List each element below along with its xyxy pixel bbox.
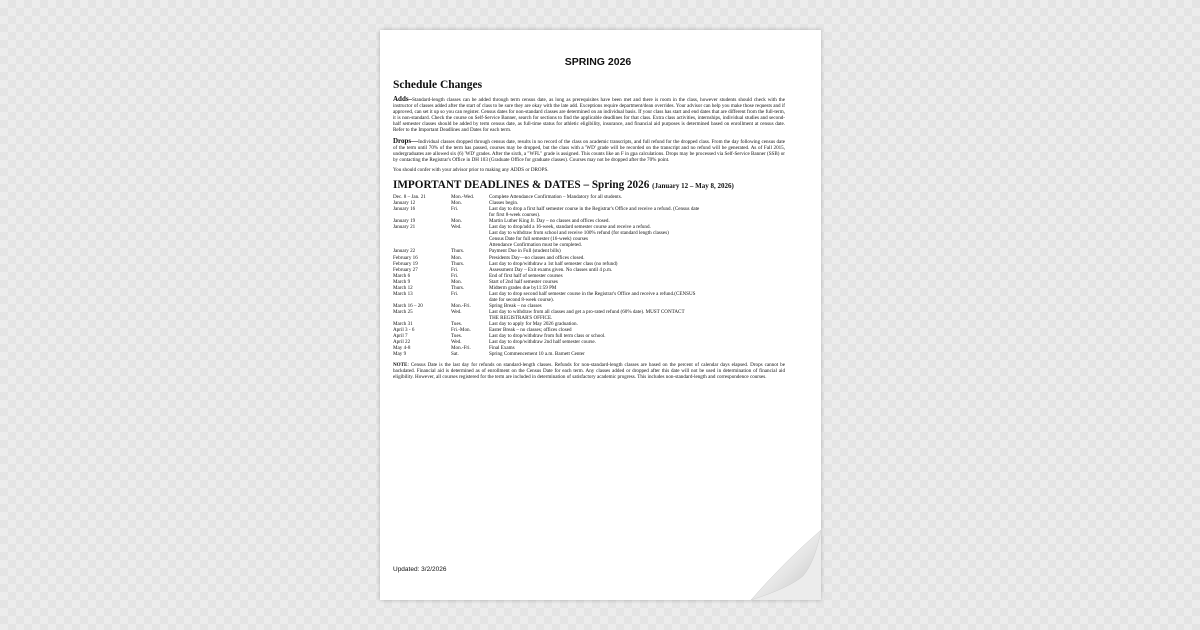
deadline-date: January 16: [393, 206, 416, 213]
deadline-day: Sat.: [451, 351, 459, 358]
note-paragraph: [393, 362, 785, 380]
deadline-day: Mon.: [451, 218, 462, 225]
adds-lead: Adds–: [393, 95, 413, 103]
deadline-date: Dec. 8 – Jan. 21: [393, 194, 426, 201]
deadline-line: Last day to drop/withdraw 2nd half semester course.: [489, 339, 596, 346]
deadline-day: Thurs.: [451, 284, 465, 291]
updated-date: Updated: 3/2/2026: [393, 566, 447, 573]
deadline-line: Last day to apply for May 2026 graduation.: [489, 321, 578, 328]
deadline-description: [489, 206, 785, 218]
deadline-line: Final Exams: [489, 345, 515, 352]
deadline-line: Spring Break – no classes: [489, 302, 542, 309]
deadline-line: Assessment Day – Exit exams given. No classes until 4 p.m.: [489, 266, 613, 273]
deadline-line: Martin Luther King Jr. Day – no classes and offices closed.: [489, 218, 610, 225]
deadline-date: January 22: [393, 248, 416, 255]
drops-text: Individual classes dropped through census date, results in no record of the class on academic transcripts, and full refund for the dropped class. From the day following census date of the term until 70% of the term has passed, courses may be dropped, but the class with a 'WD' grade will be recorded on the transcript and no refund will be generated. As of Fall 2015, undergraduates are allowed six (6) 'WD' grades. After the sixth, a "WFL" grade is assigned. This counts like an F in gpa calculations. Drops may be processed via Self-Service Banner (SSB) or by contacting the Registrar's Office in DH 103 (Graduate Office for graduate classes). Courses may not be dropped after the 70% point.: [393, 138, 785, 163]
deadline-line: Payment Due in Full (student bills): [489, 248, 561, 255]
deadline-line: Census Date for full semester (16-week) courses: [489, 236, 589, 243]
deadline-line: Last day to drop/add a 16-week, standard semester course and receive a refund.: [489, 224, 651, 231]
deadlines-heading: [393, 179, 785, 191]
deadline-line: for first 8-week courses).: [489, 212, 541, 219]
deadline-date: March 13: [393, 290, 413, 297]
deadline-date: February 16: [393, 254, 418, 261]
deadline-day: Fri.: [451, 266, 459, 273]
deadline-date: January 19: [393, 218, 416, 225]
deadline-day: Fri.: [451, 272, 459, 279]
deadline-day: Mon.: [451, 278, 462, 285]
deadline-line: Last day to drop second half semester course in the Registrar's Office and receive a refund.(CENSUS: [489, 290, 696, 297]
deadline-line: Start of 2nd half semester courses: [489, 278, 558, 285]
drops-lead: Drops—: [393, 136, 419, 145]
deadline-line: THE REGISTRAR'S OFFICE.: [489, 314, 553, 321]
document-content: [393, 56, 785, 381]
deadline-day: Fri.: [451, 290, 459, 297]
deadline-description: [489, 291, 785, 303]
deadline-description: [489, 309, 785, 321]
deadline-row: [393, 224, 785, 248]
deadlines-range: (January 12 – May 8, 2026): [652, 182, 734, 191]
deadline-day: Wed.: [451, 224, 462, 231]
deadline-day: Fri.: [451, 206, 459, 213]
deadline-date: March 9: [393, 278, 411, 285]
deadline-line: Last day to drop a first half semester course in the Registrar's Office and receive a refund. (Census date: [489, 206, 700, 213]
deadline-day: Mon.-Fri.: [451, 345, 471, 352]
deadline-line: Last day to withdraw from all classes and get a pro-rated refund (60% date). MUST CONTACT: [489, 308, 685, 315]
deadline-date: April 7: [393, 333, 408, 340]
deadline-date: February 27: [393, 266, 418, 273]
deadline-row: [393, 309, 785, 321]
deadline-day: Mon.-Wed.: [451, 194, 475, 201]
deadline-line: Spring Commencement 10 a.m. Barnett Center: [489, 351, 585, 358]
deadline-line: Complete Attendance Confirmation – Mandatory for all students.: [489, 194, 622, 201]
deadline-day: Mon.-Fri.: [451, 302, 471, 309]
deadline-day: Wed.: [451, 308, 462, 315]
deadline-description: [489, 224, 785, 248]
deadline-date: January 12: [393, 200, 416, 207]
note-text: : Census Date is the last day for refunds on standard-length classes. Refunds for non-standard-length classes are based on the percent of calendar days elapsed. Drops cannot be backdated. Financial aid is determined as of enrollment on the Census Date for each term. Any classes added or dropped after this date will not be used in determination of financial aid eligibility. However, all courses registered for the term are included in determination of satisfactory academic progress. This includes non-standard-length and correspondence courses.: [393, 362, 785, 381]
document-page: [380, 30, 821, 600]
drops-paragraph: [393, 138, 785, 163]
deadline-date: April 22: [393, 339, 411, 346]
confer-paragraph: You should confer with your advisor prior to making any ADDS or DROPS.: [393, 166, 549, 173]
deadline-day: Mon.: [451, 200, 462, 207]
page-curl: [731, 510, 821, 600]
deadline-day: Tues.: [451, 321, 462, 328]
deadline-line: Classes begin.: [489, 200, 519, 207]
deadlines-list: [393, 194, 785, 357]
deadline-row: [393, 206, 785, 218]
deadline-description: [489, 351, 785, 357]
deadline-line: date for second 8-week course).: [489, 296, 554, 303]
deadline-date: March 6: [393, 272, 411, 279]
deadlines-heading-text: IMPORTANT DEADLINES & DATES – Spring 2026: [393, 179, 650, 192]
deadline-date: March 25: [393, 308, 413, 315]
deadline-line: Easter Break – no classes; offices closed: [489, 327, 572, 334]
deadline-line: Midterm grades due by11:59 PM: [489, 284, 557, 291]
deadline-date: March 12: [393, 284, 413, 291]
deadline-date: January 21: [393, 224, 416, 231]
deadline-line: Last day to withdraw from school and receive 100% refund (for standard length classes): [489, 230, 669, 237]
deadline-line: Last day to drop/withdraw a 1st half semester class (no refund): [489, 260, 618, 267]
deadline-date: February 19: [393, 260, 418, 267]
deadline-line: End of first half of semester courses: [489, 272, 563, 279]
deadline-day: Thurs.: [451, 260, 465, 267]
deadline-day: Fri.-Mon.: [451, 327, 471, 334]
deadline-day: Mon.: [451, 254, 462, 261]
schedule-changes-heading: Schedule Changes: [393, 79, 483, 91]
deadline-day: Wed.: [451, 339, 462, 346]
note-label: NOTE: [393, 362, 408, 369]
deadline-line: Last day to drop/withdraw from full term class or school.: [489, 333, 606, 340]
deadline-line: Presidents Day—no classes and offices closed.: [489, 254, 585, 261]
adds-paragraph: [393, 96, 785, 134]
deadline-row: [393, 291, 785, 303]
adds-text: Standard-length classes can be added through term census date, as long as prerequisites have been met and there is room in the class, however students should check with the instructor of classes added after the start of class to be sure they are okay with the late add. Exceptions require department/dean overrides. Your advisor can help you make those requests and if approved, can set it up so you can register. Census dates for non-standard classes are determined on an individual basis. If your class has start and end dates that are different from the full-term, it is non-standard. Check the course on Self-Service Banner, search for sections to find the applicable deadlines for that class. Extra class activities, internships, individual studies and second-half semester classes should be added by term census date, as full-time status for athletic eligibility, insurance, and financial aid purposes is determined based on enrollment at census date. Refer to the Important Deadlines and Dates for each term.: [393, 97, 785, 134]
deadline-line: Attendance Confirmation must be completed.: [489, 242, 582, 249]
deadline-day: Thurs.: [451, 248, 465, 255]
deadline-row: [393, 351, 785, 357]
deadline-date: May 9: [393, 351, 407, 358]
deadline-date: March 16 – 20: [393, 302, 423, 309]
deadline-date: May 4-8: [393, 345, 411, 352]
deadline-date: April 3 - 6: [393, 327, 415, 334]
deadline-day: Tues.: [451, 333, 462, 340]
deadline-date: March 31: [393, 321, 413, 328]
document-title: SPRING 2026: [564, 56, 632, 68]
